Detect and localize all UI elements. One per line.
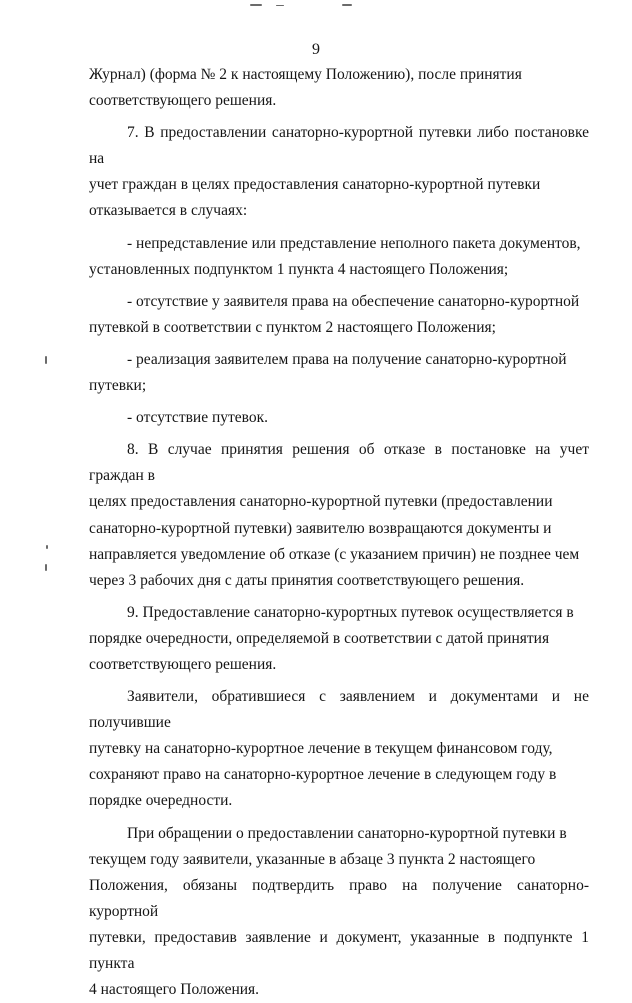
scan-speck-left-3 <box>45 564 47 571</box>
paragraph-confirmation: При обращении о предоставлении санаторно-курортной путевки в текущем году заявители, указанные в абзаце 3 пункта 2 настоящего Положения, обязаны подтвердить право на получение санаторно-курортной путевки, предоставив заявление и документ, указанные в подпункте 1 пункта 4 настоящего Положения. <box>89 824 589 999</box>
paragraph-9: 9. Предоставление санаторно-курортных путевок осуществляется в порядке очередности, определяемой в соответствии с датой принятия соответствующего решения. <box>89 603 574 673</box>
paragraph-applicants-right: Заявители, обратившиеся с заявлением и документами и не получившие путевку на санаторно-курортное лечение в текущем финансовом году, сохраняют право на санаторно-курортное лечение в следующем году в порядке очередности. <box>89 688 589 810</box>
scan-speck-top-3 <box>342 4 352 6</box>
paragraph-list-item-4: - отсутствие путевок. <box>127 409 269 427</box>
paragraph-7: 7. В предоставлении санаторно-курортной путевки либо постановке на учет граждан в целях предоставления санаторно-курортной путевки отказывается в случаях: <box>89 124 589 220</box>
paragraph-continuation: Журнал) (форма № 2 к настоящему Положению), после принятия соответствующего решения. <box>89 66 522 110</box>
paragraph-8: 8. В случае принятия решения об отказе в постановке на учет граждан в целях предоставления санаторно-курортной путевки (предоставлении санаторно-курортной путевки) заявителю возвращаются документы и направляется уведомление об отказе (с указанием причин) не позднее чем через 3 рабочих дня с даты принятия соответствующего решения. <box>89 441 589 589</box>
scan-speck-left-2 <box>46 545 48 549</box>
paragraph-list-item-3: - реализация заявителем права на получение санаторно-курортной путевки; <box>89 350 567 395</box>
scan-speck-left <box>45 356 47 364</box>
document-body <box>89 62 589 1003</box>
scan-speck-top <box>250 4 262 6</box>
scan-speck-top-2 <box>276 5 284 6</box>
page-number: 9 <box>312 41 320 58</box>
paragraph-list-item-1: - непредставление или представление неполного пакета документов, установленных подпунктом 1 пункта 4 настоящего Положения; <box>89 234 581 278</box>
paragraph-list-item-2: - отсутствие у заявителя права на обеспечение санаторно-курортной путевкой в соответствии с пунктом 2 настоящего Положения; <box>89 292 580 336</box>
